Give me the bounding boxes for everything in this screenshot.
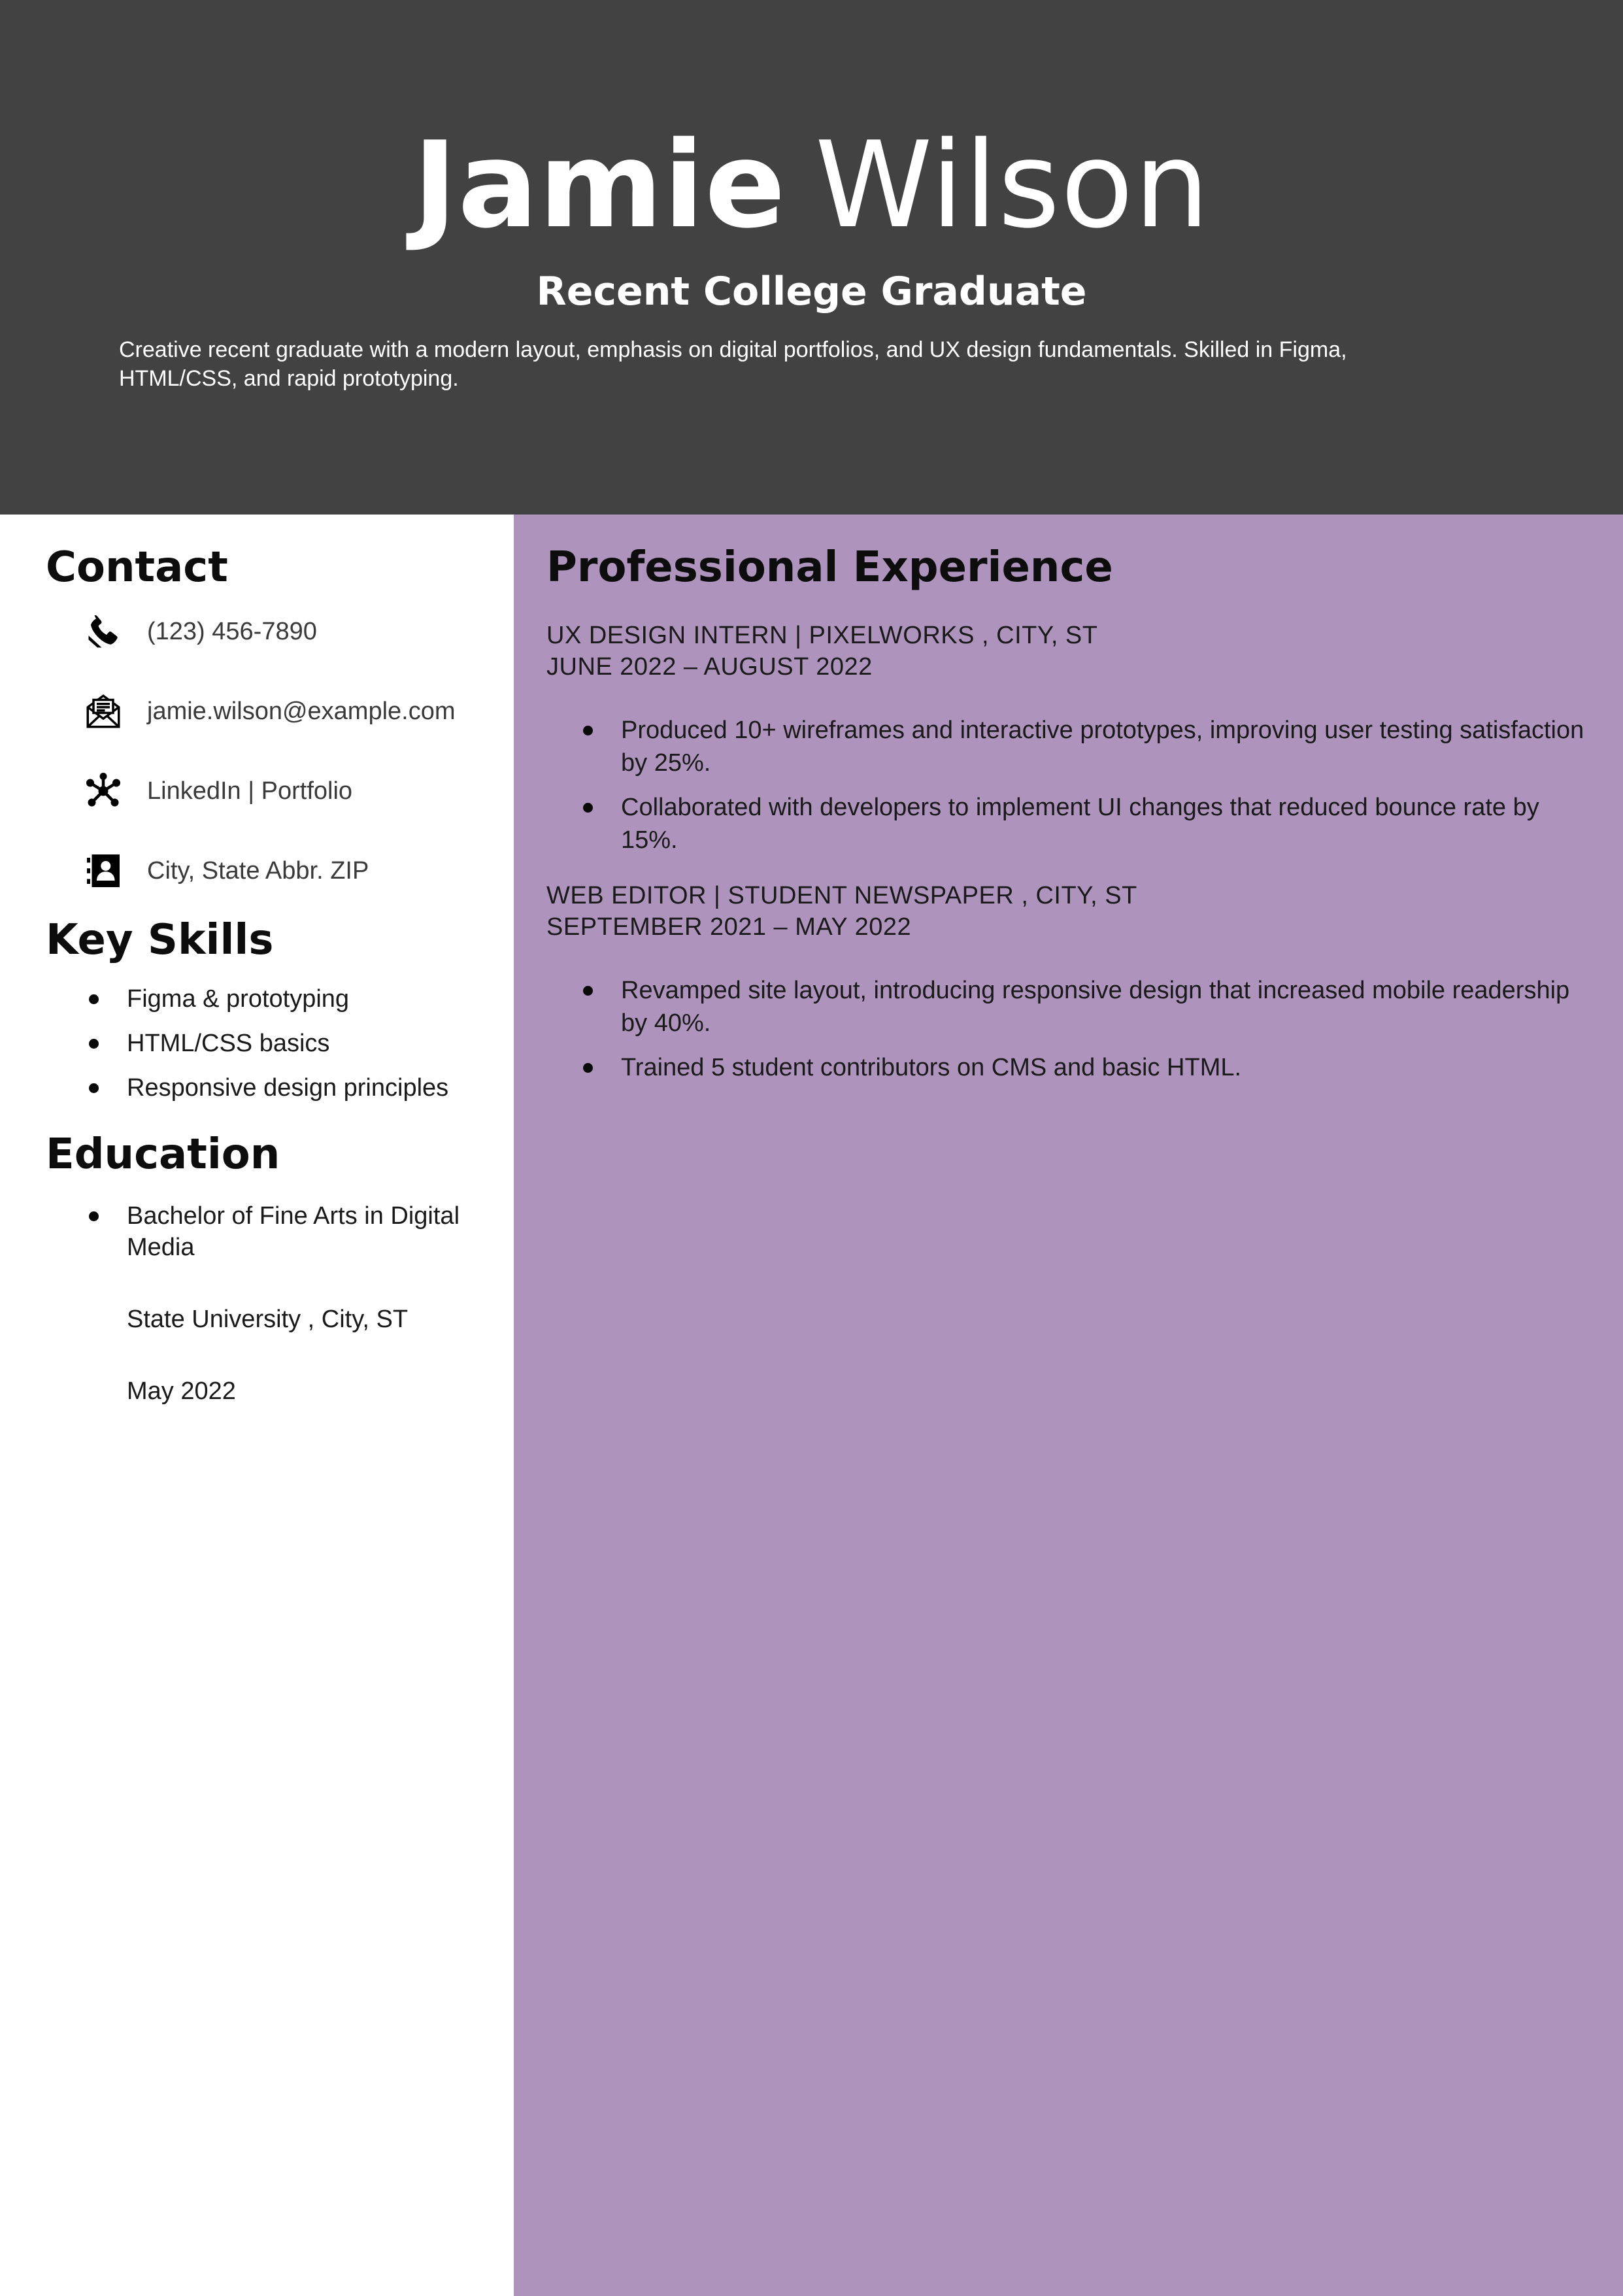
job-dates: JUNE 2022 – AUGUST 2022 <box>546 653 873 681</box>
address-book-icon <box>84 851 123 890</box>
contact-item-phone <box>46 612 503 692</box>
network-icon <box>84 771 123 811</box>
profile-links[interactable]: LinkedIn | Portfolio <box>147 777 353 805</box>
skill-item: Figma & prototyping <box>46 983 503 1015</box>
contact-item-address <box>46 851 503 931</box>
header <box>0 0 1623 515</box>
skills-heading: Key Skills <box>46 916 274 964</box>
left-column <box>46 541 503 1407</box>
experience-section <box>546 541 1592 1096</box>
job-title: UX DESIGN INTERN | PIXELWORKS , CITY, ST <box>546 622 1098 649</box>
skills-list <box>46 983 503 1104</box>
phone-number[interactable]: (123) 456-7890 <box>147 618 317 645</box>
job-title: WEB EDITOR | STUDENT NEWSPAPER , CITY, ST <box>546 882 1137 909</box>
skill-item: HTML/CSS basics <box>46 1028 503 1059</box>
last-name: Wilson <box>814 116 1211 254</box>
job-entry <box>546 620 1592 856</box>
email-address[interactable]: jamie.wilson@example.com <box>147 698 456 725</box>
education-heading: Education <box>46 1130 280 1179</box>
candidate-name <box>0 116 1623 254</box>
education-degree: Bachelor of Fine Arts in Digital Media <box>46 1200 503 1263</box>
contact-item-email <box>46 692 503 771</box>
job-bullet-list <box>546 714 1592 856</box>
contact-list <box>46 612 503 931</box>
education-date: May 2022 <box>127 1377 236 1405</box>
education-school: State University , City, ST <box>127 1306 409 1333</box>
skill-item: Responsive design principles <box>46 1072 503 1104</box>
job-role-title: Recent College Graduate <box>536 269 1087 314</box>
job-bullet: Trained 5 student contributors on CMS and basic HTML. <box>546 1051 1592 1084</box>
contact-heading: Contact <box>46 543 228 592</box>
address: City, State Abbr. ZIP <box>147 857 369 885</box>
job-bullet: Revamped site layout, introducing responsive design that increased mobile readership by 40%. <box>546 974 1592 1039</box>
contact-item-links <box>46 771 503 851</box>
first-name: Jamie <box>412 116 786 254</box>
job-bullet: Collaborated with developers to implement UI changes that reduced bounce rate by 15%. <box>546 791 1592 856</box>
job-bullet: Produced 10+ wireframes and interactive prototypes, improving user testing satisfaction by 25%. <box>546 714 1592 779</box>
job-entry <box>546 880 1592 1084</box>
experience-heading: Professional Experience <box>546 543 1113 592</box>
education-list <box>46 1200 503 1263</box>
job-dates: SEPTEMBER 2021 – MAY 2022 <box>546 913 912 941</box>
job-bullet-list <box>546 974 1592 1084</box>
profile-summary: Creative recent graduate with a modern layout, emphasis on digital portfolios, and UX design fundamentals. Skilled in Figma, HTML/CSS, and rapid prototyping. <box>119 337 1347 391</box>
email-icon <box>84 692 123 731</box>
phone-icon <box>84 612 123 651</box>
